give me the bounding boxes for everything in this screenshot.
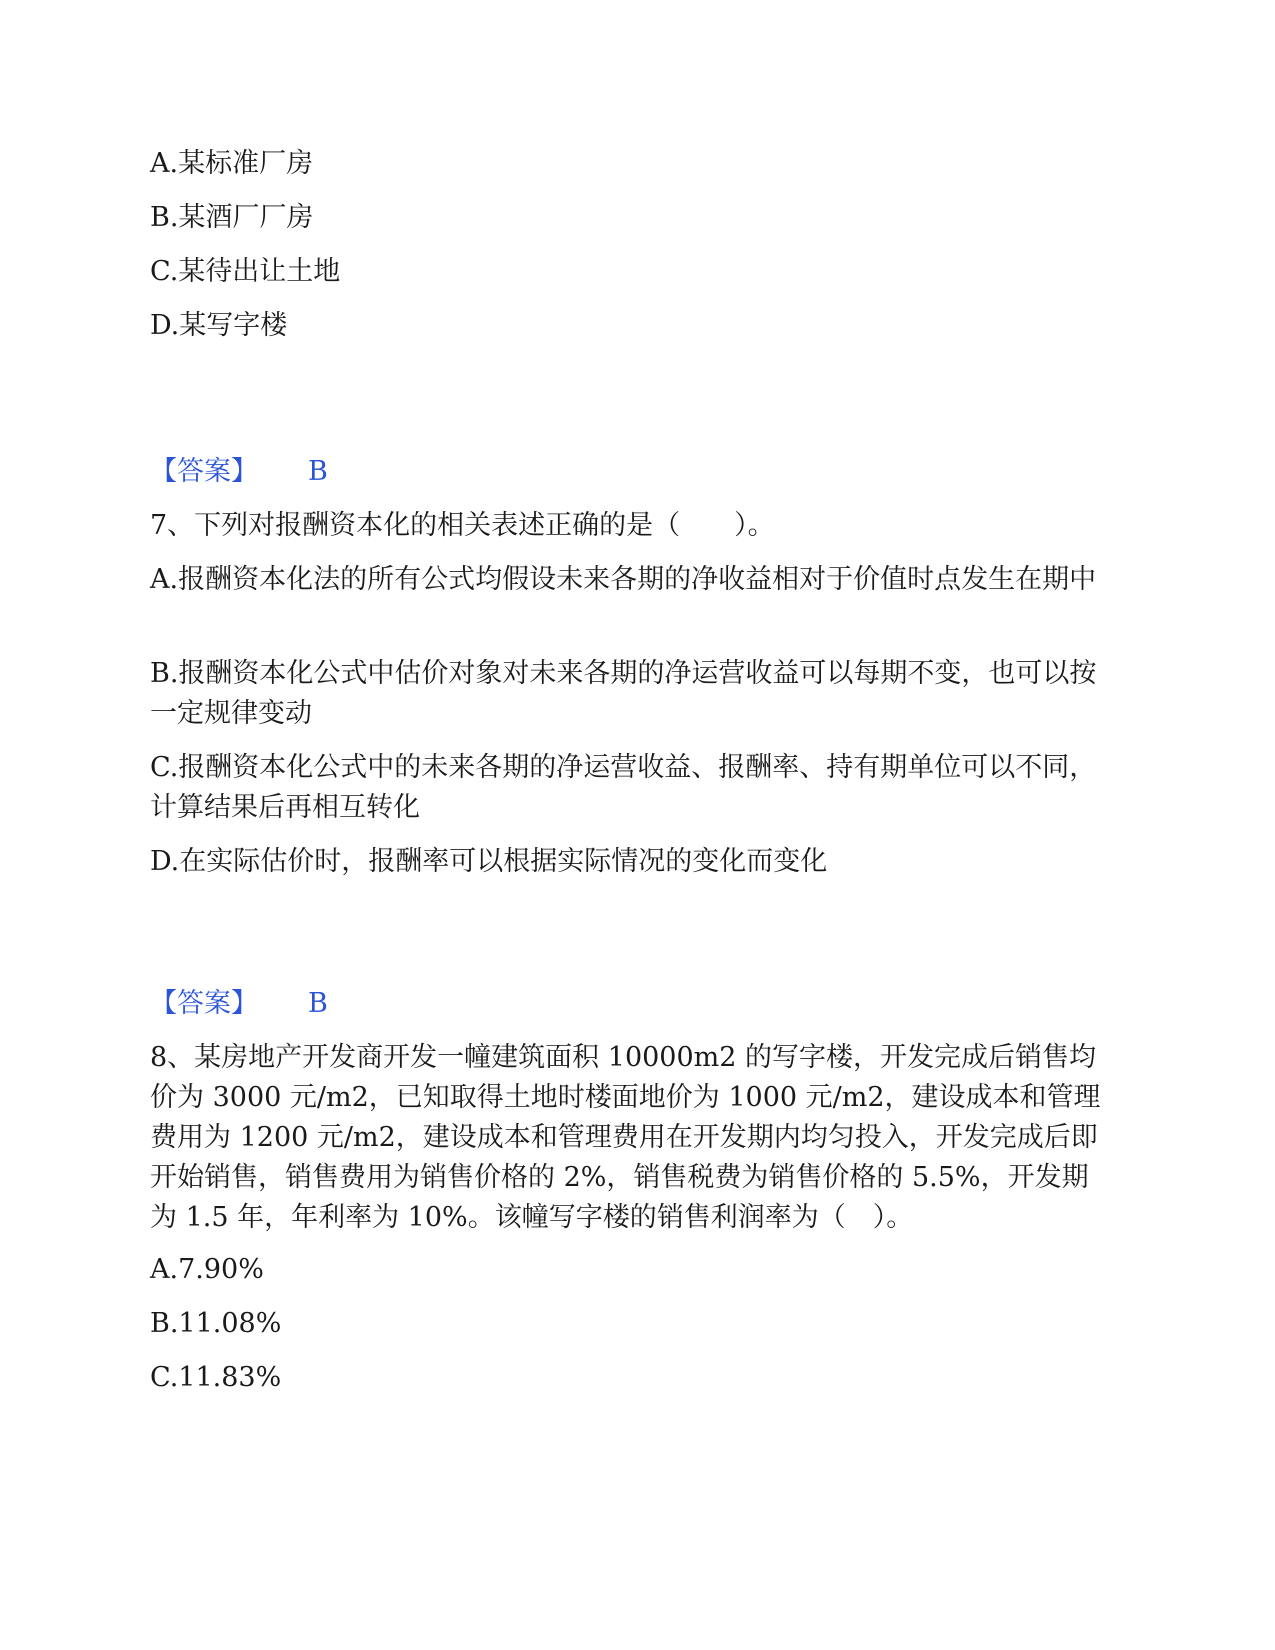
answer-value: B — [308, 988, 328, 1019]
q8-option-c: C.11.83% — [150, 1362, 282, 1393]
answer-value: B — [308, 456, 328, 487]
q8-option-a: A.7.90% — [150, 1254, 264, 1285]
q6-option-d: D.某写字楼 — [150, 310, 288, 341]
q6-answer — [150, 454, 328, 490]
q7-answer — [150, 986, 328, 1022]
q7-option-a: A.报酬资本化法的所有公式均假设未来各期的净收益相对于价值时点发生在期中 — [150, 564, 1097, 595]
q6-option-a: A.某标准厂房 — [150, 148, 314, 179]
q8-stem: 8、某房地产开发商开发一幢建筑面积 10000m2 的写字楼，开发完成后销售均价为 3000 元/m2，已知取得土地时楼面地价为 1000 元/m2，建设成本和管理费用为 1200 元/m2，建设成本和管理费用在开发期内均匀投入，开发完成后即开始销售，销售费用为销售价格的 2%，销售税费为销售价格的 5.5%，开发期为 1.5 年，年利率为 10%。该幢写字楼的销售利润率为（ ）。 — [150, 1042, 1101, 1233]
q6-option-b: B.某酒厂厂房 — [150, 202, 314, 233]
answer-label: 【答案】 — [150, 456, 258, 487]
q7-option-b: B.报酬资本化公式中估价对象对未来各期的净运营收益可以每期不变，也可以按一定规律变动 — [150, 658, 1097, 729]
answer-label: 【答案】 — [150, 988, 258, 1019]
q6-option-c: C.某待出让土地 — [150, 256, 341, 287]
q7-stem: 7、下列对报酬资本化的相关表述正确的是（ ）。 — [150, 510, 775, 541]
q8-option-b: B.11.08% — [150, 1308, 282, 1339]
q7-option-d: D.在实际估价时，报酬率可以根据实际情况的变化而变化 — [150, 846, 828, 877]
q7-option-c: C.报酬资本化公式中的未来各期的净运营收益、报酬率、持有期单位可以不同，计算结果后再相互转化 — [150, 752, 1097, 823]
